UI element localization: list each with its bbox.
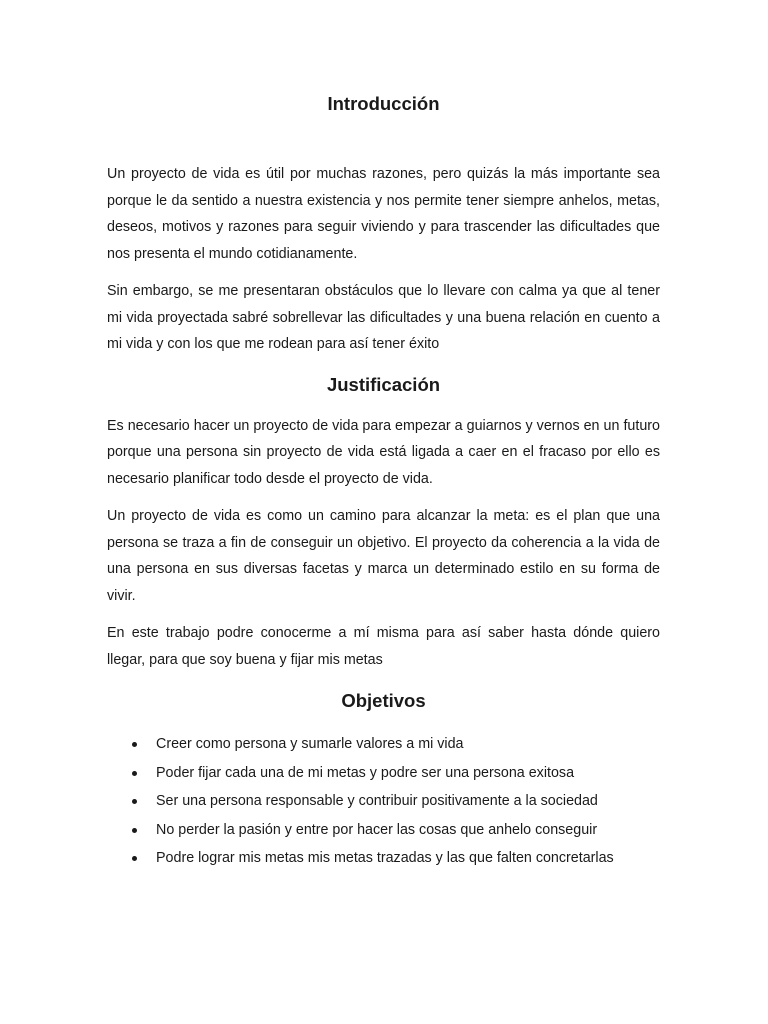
list-item-text: Creer como persona y sumarle valores a mi vida <box>156 736 464 752</box>
paragraph-justificacion-3: En este trabajo podre conocerme a mí misma para así saber hasta dónde quiero llegar, para que soy buena y fijar mis metas <box>107 625 660 668</box>
paragraph-justificacion-2: Un proyecto de vida es como un camino para alcanzar la meta: es el plan que una persona se traza a fin de conseguir un objetivo. El proyecto da coherencia a la vida de una persona en sus diversas facetas y marca un determinado estilo en su forma de vivir. <box>107 508 660 604</box>
bullet-icon <box>132 828 137 833</box>
paragraph-intro-2: Sin embargo, se me presentaran obstáculos que lo llevare con calma ya que al tener mi vida proyectada sabré sobrellevar las dificultades y una buena relación en cuento a mi vida y con los que me rodean para así tener éxito <box>107 283 660 352</box>
heading-objetivos: Objetivos <box>341 690 426 711</box>
bullet-icon <box>132 771 137 776</box>
list-item <box>107 844 660 873</box>
list-item-text: Poder fijar cada una de mi metas y podre ser una persona exitosa <box>156 764 575 781</box>
list-item <box>107 759 660 788</box>
heading-introduccion: Introducción <box>327 93 440 114</box>
list-item <box>107 787 660 816</box>
objectives-list <box>107 730 660 873</box>
bullet-icon <box>132 742 137 747</box>
paragraph-justificacion-1: Es necesario hacer un proyecto de vida para empezar a guiarnos y vernos en un futuro porque una persona sin proyecto de vida está ligada a caer en el fracaso por ello es necesario planificar todo desde el proyecto de vida. <box>107 417 660 487</box>
list-item-text: No perder la pasión y entre por hacer las cosas que anhelo conseguir <box>156 821 598 838</box>
list-item <box>107 730 660 759</box>
bullet-icon <box>132 799 137 804</box>
list-item <box>107 816 660 845</box>
list-item-text: Podre lograr mis metas mis metas trazadas y las que falten concretarlas <box>156 850 614 866</box>
heading-justificacion: Justificación <box>326 373 441 395</box>
bullet-icon <box>132 856 137 861</box>
paragraph-intro-1: Un proyecto de vida es útil por muchas razones, pero quizás la más importante sea porque le da sentido a nuestra existencia y nos permite tener siempre anhelos, metas, deseos, motivos y razones para seguir viviendo y para trascender las dificultades que nos presenta el mundo cotidianamente. <box>107 166 660 262</box>
list-item-text: Ser una persona responsable y contribuir positivamente a la sociedad <box>156 793 598 809</box>
document-page <box>107 0 660 873</box>
